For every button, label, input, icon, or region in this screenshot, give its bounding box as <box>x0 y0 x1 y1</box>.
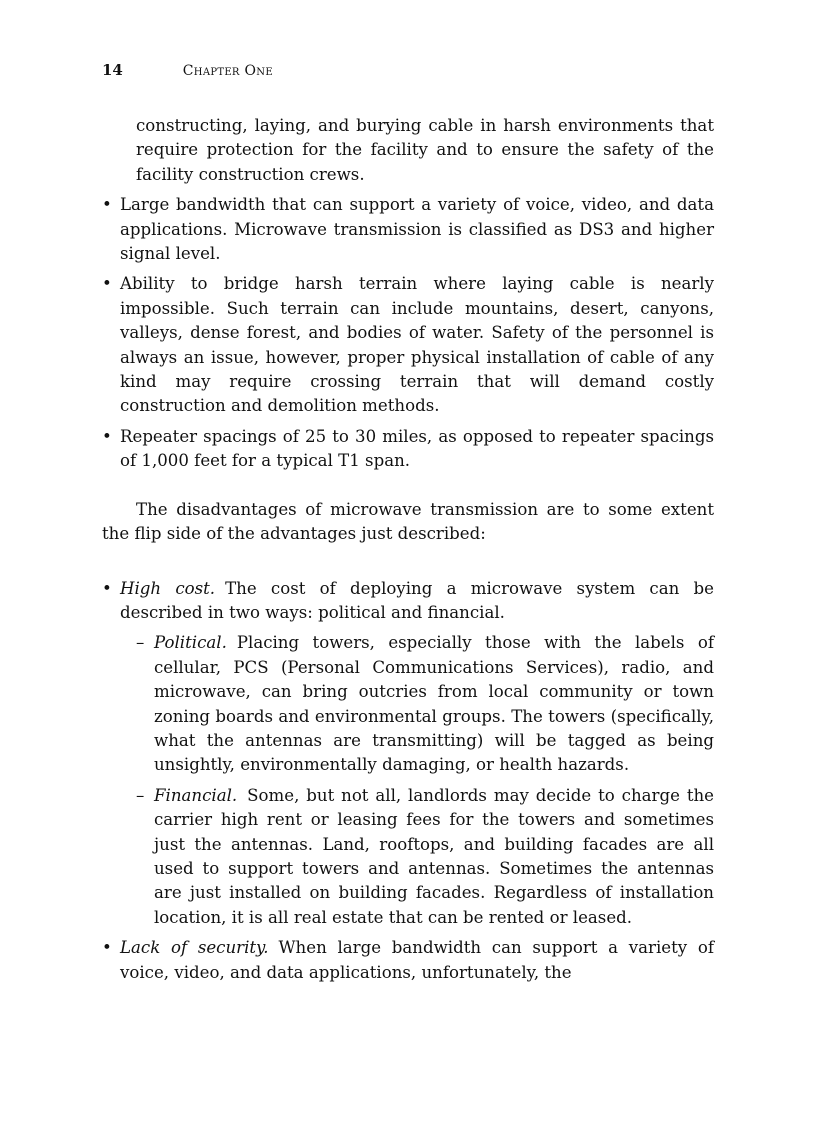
advantage-text: Repeater spacings of 25 to 30 miles, as opposed to repeater spacings of 1,000 feet for a typical T1 span. <box>120 426 714 471</box>
bullet-mark: • <box>102 195 112 215</box>
disadvantages-list <box>102 577 714 986</box>
sublist-item <box>120 631 714 777</box>
list-item <box>102 936 714 985</box>
spacer <box>102 547 714 571</box>
security-text: When large bandwidth can support a variety of voice, video, and data applications, unfortunately, the <box>120 938 714 982</box>
advantages-list <box>102 193 714 473</box>
financial-term: Financial. <box>154 785 238 805</box>
dash-mark: – <box>136 785 145 805</box>
list-item <box>102 193 714 266</box>
political-text: Placing towers, especially those with the labels of cellular, PCS (Personal Communications Services), radio, and microwave, can bring outcries from local community or town zoning boards and environmental groups. The towers (specifically, what the antennas are transmitting) will be tagged as being unsightly, environmentally damaging, or health hazards. <box>154 633 714 775</box>
advantage-text: Large bandwidth that can support a variety of voice, video, and data applications. Microwave transmission is classified as DS3 and higher signal level. <box>120 195 714 264</box>
intro-continuation: constructing, laying, and burying cable in harsh environments that require protection for the facility and to ensure the safety of the facility construction crews. <box>136 116 714 184</box>
political-term: Political. <box>154 633 227 653</box>
list-item <box>102 272 714 418</box>
list-item <box>102 425 714 474</box>
chapter-title: Chapter One <box>182 63 273 79</box>
disadvantages-intro: The disadvantages of microwave transmission are to some extent the flip side of the advantages just described: <box>102 499 714 544</box>
high-cost-text: The cost of deploying a microwave system can be described in two ways: political and financial. <box>120 578 714 622</box>
bullet-mark: • <box>102 938 112 958</box>
security-term: Lack of security. <box>120 938 269 958</box>
high-cost-term: High cost. <box>120 578 216 598</box>
financial-text: Some, but not all, landlords may decide to charge the carrier high rent or leasing fees for the towers and sometimes just the antennas. Land, rooftops, and building facades are all used to support towers and antennas. Sometimes the antennas are just installed on building facades. Regardless of installation location, it is all real estate that can be rented or leased. <box>154 785 714 927</box>
running-head <box>102 60 273 81</box>
page-number: 14 <box>102 61 123 79</box>
bullet-mark: • <box>102 274 112 294</box>
advantage-text: Ability to bridge harsh terrain where laying cable is nearly impossible. Such terrain can include mountains, desert, canyons, valleys, dense forest, and bodies of water. Safety of the personnel is always an issue, however, proper physical installation of cable of any kind may require crossing terrain that will demand costly construction and demolition methods. <box>120 274 714 416</box>
bullet-mark: • <box>102 578 112 598</box>
dash-mark: – <box>136 633 145 653</box>
cost-sublist <box>120 631 714 930</box>
list-item <box>102 577 714 931</box>
bullet-mark: • <box>102 426 112 446</box>
body-text <box>102 114 714 985</box>
sublist-item <box>120 784 714 930</box>
